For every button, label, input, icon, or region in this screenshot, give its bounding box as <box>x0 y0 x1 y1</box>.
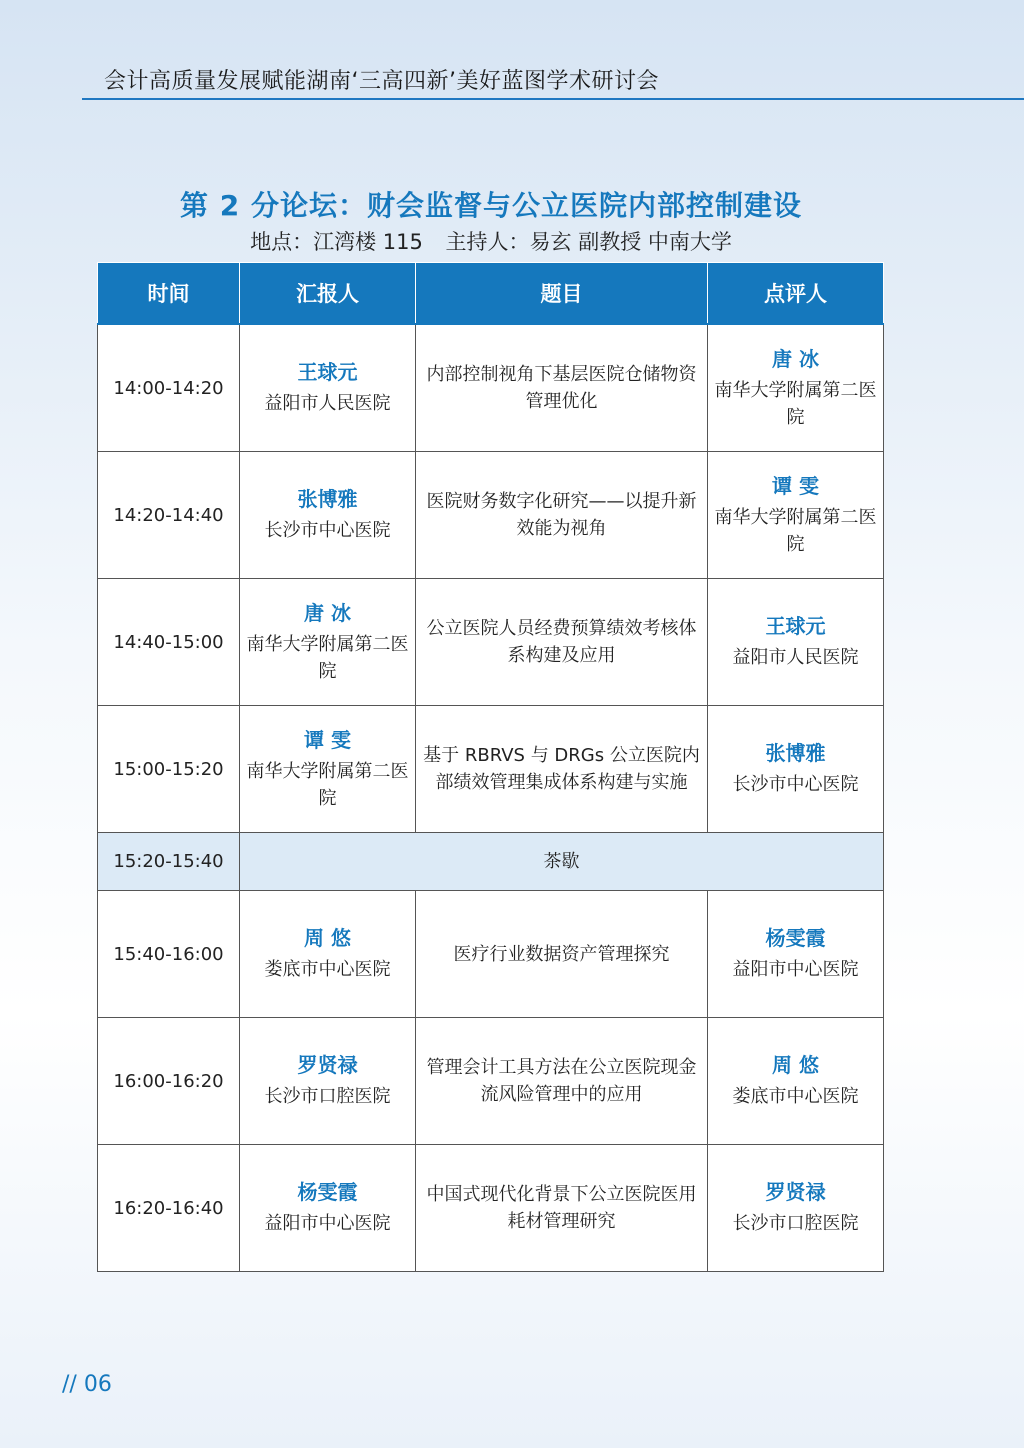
forum-location: 地点：江湾楼 115 <box>250 230 423 254</box>
reporter-org: 长沙市口腔医院 <box>264 1086 391 1107</box>
table-row <box>98 891 884 1018</box>
forum-host: 主持人：易玄 副教授 中南大学 <box>445 230 732 254</box>
reporter-cell <box>240 706 416 833</box>
table-row <box>98 706 884 833</box>
reporter-cell <box>240 324 416 452</box>
reviewer-cell <box>708 706 884 833</box>
time-cell: 16:00-16:20 <box>98 1018 240 1145</box>
topic-cell: 医院财务数字化研究——以提升新效能为视角 <box>416 452 708 579</box>
topic-cell: 中国式现代化背景下公立医院医用耗材管理研究 <box>416 1145 708 1272</box>
reporter-name: 杨雯霞 <box>297 1180 358 1204</box>
reporter-cell <box>240 1018 416 1145</box>
reporter-org: 益阳市人民医院 <box>264 393 391 414</box>
reviewer-name: 杨雯霞 <box>765 926 826 950</box>
reviewer-name: 周 悠 <box>772 1053 819 1077</box>
time-cell: 14:00-14:20 <box>98 324 240 452</box>
reviewer-name: 谭 雯 <box>772 473 819 498</box>
reporter-cell <box>240 579 416 706</box>
forum-title: 第 2 分论坛：财会监督与公立医院内部控制建设 <box>180 189 802 222</box>
reviewer-cell <box>708 891 884 1018</box>
tea-break-row <box>98 833 884 891</box>
page-number: // 06 <box>62 1372 112 1397</box>
reporter-org: 南华大学附属第二医院 <box>246 760 409 809</box>
reviewer-name: 张博雅 <box>765 741 826 765</box>
topic-cell: 公立医院人员经费预算绩效考核体系构建及应用 <box>416 579 708 706</box>
time-cell: 14:40-15:00 <box>98 579 240 706</box>
reviewer-org: 南华大学附属第二医院 <box>714 379 877 428</box>
topic-cell: 管理会计工具方法在公立医院现金流风险管理中的应用 <box>416 1018 708 1145</box>
reporter-org: 南华大学附属第二医院 <box>246 633 409 682</box>
reviewer-org: 益阳市中心医院 <box>732 959 859 980</box>
reviewer-cell <box>708 1018 884 1145</box>
schedule-table <box>97 262 884 1272</box>
tea-break-label: 茶歇 <box>240 833 884 891</box>
table-header-row <box>98 263 884 325</box>
topic-cell: 基于 RBRVS 与 DRGs 公立医院内部绩效管理集成体系构建与实施 <box>416 706 708 833</box>
time-cell: 15:00-15:20 <box>98 706 240 833</box>
header-reporter: 汇报人 <box>240 263 416 325</box>
reporter-name: 周 悠 <box>304 926 351 950</box>
table-row <box>98 452 884 579</box>
table-row <box>98 579 884 706</box>
table-row <box>98 1018 884 1145</box>
forum-subtitle <box>0 226 982 256</box>
time-cell: 15:40-16:00 <box>98 891 240 1018</box>
header-title: 会计高质量发展赋能湖南‘三高四新’美好蓝图学术研讨会 <box>104 69 659 94</box>
reviewer-org: 长沙市口腔医院 <box>732 1213 859 1234</box>
reporter-name: 谭 雯 <box>304 727 351 752</box>
reporter-org: 益阳市中心医院 <box>264 1213 391 1234</box>
reporter-org: 娄底市中心医院 <box>264 959 391 980</box>
reporter-org: 长沙市中心医院 <box>264 520 391 541</box>
reviewer-cell <box>708 324 884 452</box>
reviewer-cell <box>708 452 884 579</box>
header-time: 时间 <box>98 263 240 325</box>
time-cell: 15:20-15:40 <box>98 833 240 891</box>
time-cell: 14:20-14:40 <box>98 452 240 579</box>
reviewer-org: 长沙市中心医院 <box>732 774 859 795</box>
reviewer-name: 王球元 <box>765 614 826 638</box>
reviewer-org: 益阳市人民医院 <box>732 647 859 668</box>
reporter-name: 罗贤禄 <box>297 1053 358 1077</box>
reporter-cell <box>240 452 416 579</box>
reviewer-cell <box>708 579 884 706</box>
reviewer-name: 罗贤禄 <box>765 1180 826 1204</box>
header-topic: 题目 <box>416 263 708 325</box>
header-reviewer: 点评人 <box>708 263 884 325</box>
reviewer-name: 唐 冰 <box>772 346 819 371</box>
reviewer-cell <box>708 1145 884 1272</box>
reporter-name: 张博雅 <box>297 487 358 511</box>
reporter-cell <box>240 891 416 1018</box>
topic-cell: 内部控制视角下基层医院仓储物资管理优化 <box>416 324 708 452</box>
reporter-name: 王球元 <box>297 360 358 384</box>
table-row <box>98 1145 884 1272</box>
reviewer-org: 娄底市中心医院 <box>732 1086 859 1107</box>
table-row <box>98 324 884 452</box>
header-divider <box>82 98 1024 100</box>
reporter-cell <box>240 1145 416 1272</box>
reviewer-org: 南华大学附属第二医院 <box>714 506 877 555</box>
topic-cell: 医疗行业数据资产管理探究 <box>416 891 708 1018</box>
time-cell: 16:20-16:40 <box>98 1145 240 1272</box>
reporter-name: 唐 冰 <box>304 600 351 625</box>
